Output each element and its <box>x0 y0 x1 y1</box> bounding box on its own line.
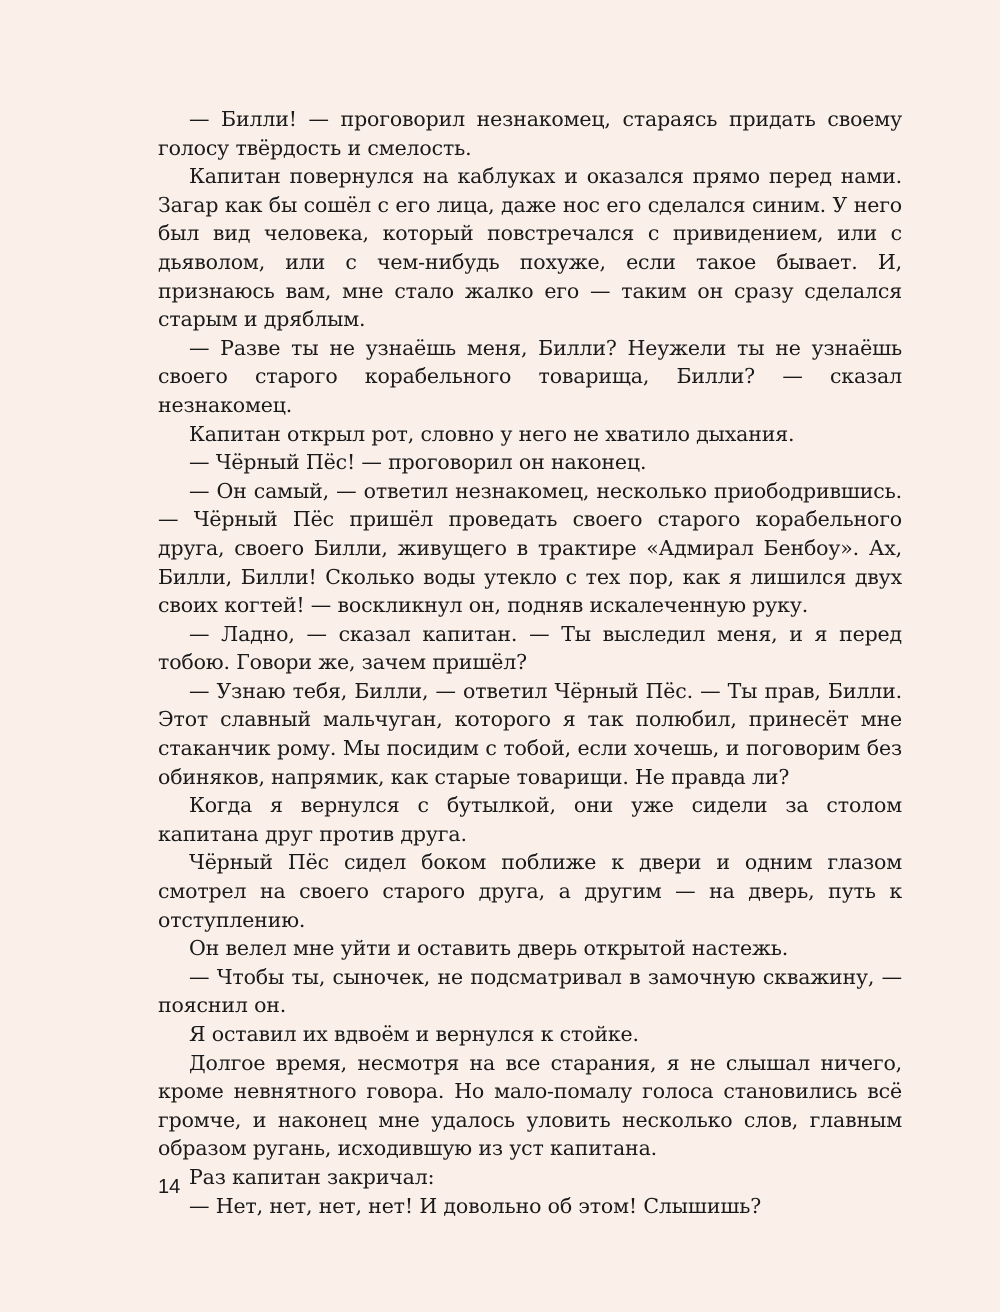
body-text <box>158 105 902 1220</box>
paragraph-1: — Билли! — проговорил незнакомец, стараясь придать своему голосу твёрдость и смелость. <box>158 107 902 160</box>
paragraph-16: — Нет, нет, нет, нет! И довольно об этом! Слышишь? <box>189 1193 762 1218</box>
page-number: 14 <box>158 1176 181 1198</box>
paragraph-15: Раз капитан закричал: <box>189 1164 435 1189</box>
paragraph-7: — Ладно, — сказал капитан. — Ты выследил меня, и я перед тобою. Говори же, зачем пришёл? <box>158 621 902 675</box>
paragraph-4: Капитан открыл рот, словно у него не хватило дыхания. <box>189 421 795 446</box>
paragraph-10: Чёрный Пёс сидел боком поближе к двери и одним глазом смотрел на своего старого друга, а другим — на дверь, путь к отступлению. <box>158 850 902 932</box>
paragraph-8: — Узнаю тебя, Билли, — ответил Чёрный Пёс. — Ты прав, Билли. Этот славный мальчуган, которого я так полюбил, принесёт мне стаканчик рому. Мы посидим с тобой, если хочешь, и поговорим без обиняков, напрямик, как старые товарищи. Не правда ли? <box>158 678 902 789</box>
paragraph-12: — Чтобы ты, сыночек, не подсматривал в замочную скважину, — пояснил он. <box>158 964 902 1018</box>
paragraph-3: — Разве ты не узнаёшь меня, Билли? Неужели ты не узнаёшь своего старого корабельного товарища, Билли? — сказал незнакомец. <box>158 335 902 417</box>
paragraph-14: Долгое время, несмотря на все старания, я не слышал ничего, кроме невнятного говора. Но мало-помалу голоса становились всё громче, и наконец мне удалось уловить несколько слов, главным образом ругань, исходившую из уст капитана. <box>158 1050 902 1161</box>
paragraph-11: Он велел мне уйти и оставить дверь открытой настежь. <box>189 936 789 961</box>
paragraph-13: Я оставил их вдвоём и вернулся к стойке. <box>189 1022 639 1046</box>
paragraph-5: — Чёрный Пёс! — проговорил он наконец. <box>189 450 647 475</box>
paragraph-9: Когда я вернулся с бутылкой, они уже сидели за столом капитана друг против друга. <box>158 793 902 846</box>
paragraph-2: Капитан повернулся на каблуках и оказался прямо перед нами. Загар как бы сошёл с его лица, даже нос его сделался синим. У него был вид человека, который повстречался с привидением, или с дьяволом, или с чем-нибудь похуже, если такое бывает. И, признаюсь вам, мне стало жалко его — таким он сразу сделался старым и дряблым. <box>158 164 902 332</box>
paragraph-6: — Он самый, — ответил незнакомец, несколько приободрившись. — Чёрный Пёс пришёл проведать своего старого корабельного друга, своего Билли, живущего в трактире «Адмирал Бенбоу». Ах, Билли, Билли! Сколько воды утекло с тех пор, как я лишился двух своих когтей! — воскликнул он, подняв искалеченную руку. <box>158 478 902 618</box>
